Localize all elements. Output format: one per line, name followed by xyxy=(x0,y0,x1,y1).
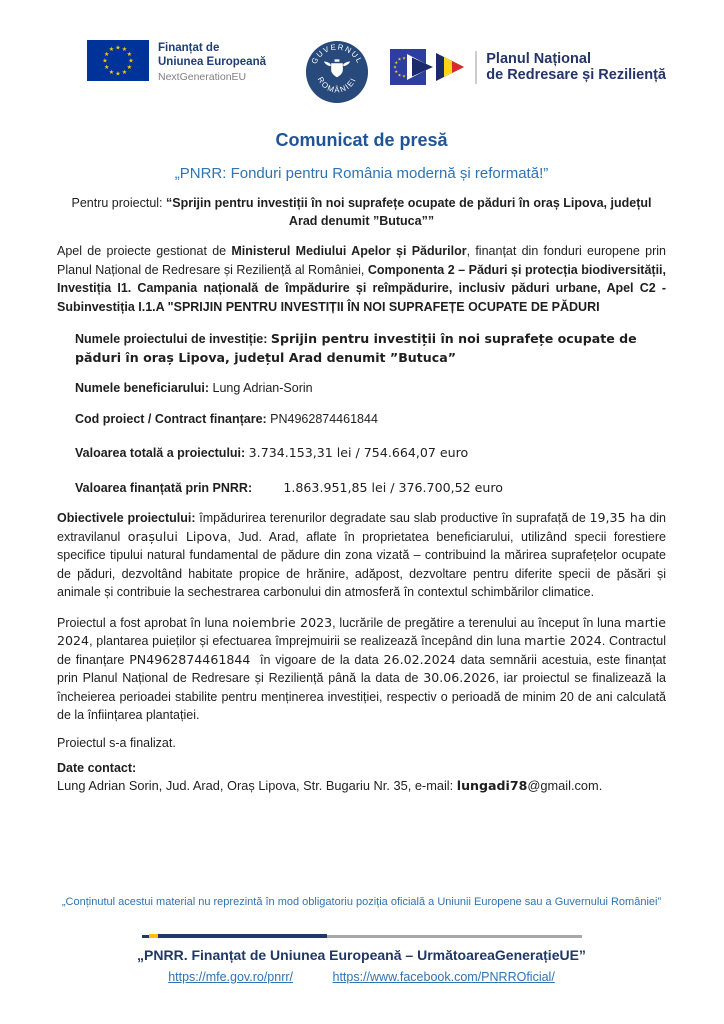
footer-divider-bar xyxy=(142,934,582,938)
detail-project-name: Numele proiectului de investiție: Sprijin pentru investiții în noi suprafețe ocupate de păduri în oraș Lipova, județul Arad denumit ”Butuca” xyxy=(75,331,637,365)
project-intro: Pentru proiectul: “Sprijin pentru investiții în noi suprafețe ocupate de păduri în oraș Lipova, județul Arad denumit ”Butuca”” xyxy=(71,196,652,228)
eu-flag-icon xyxy=(87,40,149,81)
eu-funding-logo xyxy=(87,40,266,84)
pnrr-logo-icon xyxy=(390,47,466,87)
eu-funding-line2: Uniunea Europeană xyxy=(158,56,266,68)
svg-text:★: ★ xyxy=(397,56,402,62)
pnrr-logo-label xyxy=(475,51,666,84)
svg-text:★: ★ xyxy=(115,70,121,78)
svg-text:★: ★ xyxy=(402,73,407,79)
header-logo-row xyxy=(57,40,666,108)
divider-gray-segment xyxy=(327,935,582,938)
eu-funding-line3: NextGenerationEU xyxy=(158,71,247,83)
svg-text:★: ★ xyxy=(402,55,407,61)
svg-text:★: ★ xyxy=(104,64,110,71)
svg-text:★: ★ xyxy=(121,46,128,54)
svg-text:★: ★ xyxy=(121,68,128,76)
detail-beneficiary: Numele beneficiarului: Lung Adrian-Sorin xyxy=(75,381,313,395)
svg-text:★: ★ xyxy=(104,51,110,58)
svg-text:★: ★ xyxy=(108,68,115,76)
svg-text:★: ★ xyxy=(108,46,115,54)
document-footer xyxy=(57,896,666,984)
contact-details: Lung Adrian Sorin, Jud. Arad, Oraș Lipova, Str. Bugariu Nr. 35, e-mail: lungadi78@gmail.com. xyxy=(57,777,603,793)
detail-contract-code: Cod proiect / Contract finanțare: PN4962874461844 xyxy=(75,411,378,426)
disclaimer-text: „Conținutul acestui material nu reprezintă în mod obligatoriu poziția oficială a Uniunii Europene sau a Guvernului României” xyxy=(61,896,662,908)
divider-yellow-segment xyxy=(149,934,158,938)
svg-text:★: ★ xyxy=(397,72,402,78)
timeline-paragraph: Proiectul a fost aprobat în luna noiembrie 2023, lucrările de pregătire a terenului au început în luna martie 2024, plantarea puieților și efectuarea împrejmuirii se realizează începând din luna martie 2024. Contractul de finanțare PN4962874461844 în vigoare de la data 26.02.2024 data semnării acestuia, este finanțat prin Planul Național de Redresare și Reziliență până la data de 30.06.2026, iar proiectul se finalizează la încheierea perioadei stabilite pentru menținerea investiției, respectiv o perioadă de minim 20 de ani calculată de la înființarea plantației. xyxy=(57,614,667,722)
page-title: Comunicat de presă xyxy=(275,130,448,150)
svg-text:★: ★ xyxy=(126,64,132,71)
seal-bottom-text: ROMÂNIEI xyxy=(315,75,359,95)
eu-funding-line1: Finanțat de xyxy=(158,42,220,54)
footer-links xyxy=(57,970,666,984)
project-details xyxy=(75,330,656,497)
divider-navy-tip xyxy=(142,935,149,938)
eu-funding-label xyxy=(158,40,266,84)
finalized-note: Proiectul s-a finalizat. xyxy=(57,735,176,750)
detail-pnrr-value: Valoarea finanțată prin PNRR: 1.863.951,85 lei / 376.700,52 euro xyxy=(75,479,503,495)
svg-text:★: ★ xyxy=(126,51,132,58)
contact-heading: Date contact: xyxy=(57,760,137,775)
svg-text:★: ★ xyxy=(394,60,399,65)
call-description-paragraph: Apel de proiecte gestionat de Ministerul Mediului Apelor și Pădurilor, finanțat din fonduri europene prin Planul Național de Redresare și Reziliență al României, Componenta 2 – Păduri și protecția biodiversității, Investiția I1. Campania națională de împădurire și reîmpădurire, inclusiv păduri urbane, Apel C2 - Subinvestiția I.1.A "SPRIJIN PENTRU INVESTIȚII ÎN NOI SUPRAFEȚE OCUPATE DE PĂDURI xyxy=(57,244,666,314)
mfe-link[interactable]: https://mfe.gov.ro/pnrr/ xyxy=(168,970,294,984)
romanian-government-seal xyxy=(305,40,369,109)
pnrr-logo-line1: Planul Național xyxy=(486,50,591,67)
pnrr-logo-line2: de Redresare și Reziliență xyxy=(486,67,666,83)
svg-text:★: ★ xyxy=(128,57,134,65)
pnrr-slogan: „PNRR. Finanțat de Uniunea Europeană – UrmătoareaGenerațieUE” xyxy=(137,947,586,963)
government-seal-icon xyxy=(305,40,369,104)
facebook-link[interactable]: https://www.facebook.com/PNRROficial/ xyxy=(332,970,555,984)
seal-top-text: GUVERNUL xyxy=(309,42,365,66)
pnrr-logo xyxy=(390,47,666,87)
detail-total-value: Valoarea totală a proiectului: 3.734.153,31 lei / 754.664,07 euro xyxy=(75,445,469,460)
divider-navy-segment xyxy=(158,934,327,938)
svg-text:★: ★ xyxy=(102,57,108,65)
svg-text:★: ★ xyxy=(393,64,398,70)
page-subtitle: „PNRR: Fonduri pentru România modernă și reformată!” xyxy=(174,165,549,182)
svg-text:★: ★ xyxy=(115,44,121,52)
svg-text:★: ★ xyxy=(394,69,399,74)
objectives-paragraph: Obiectivele proiectului: împădurirea terenurilor degradate sau slab productive în suprafață de 19,35 ha din extravilanul orașului Lipova, Jud. Arad, aflate în proprietatea beneficiarului, utilizând specii forestiere specifice tipului natural fundamental de pădure din zona vizată – contribuind la mărirea suprafețelor ocupate de păduri, dezvoltând habitate propice de hrănire, adăpost, dezvoltare pentru diferite specii de păsări și animale și contribuie la sechestrarea carbonului din atmosferă în contextul schimbărilor climatice. xyxy=(57,510,667,599)
